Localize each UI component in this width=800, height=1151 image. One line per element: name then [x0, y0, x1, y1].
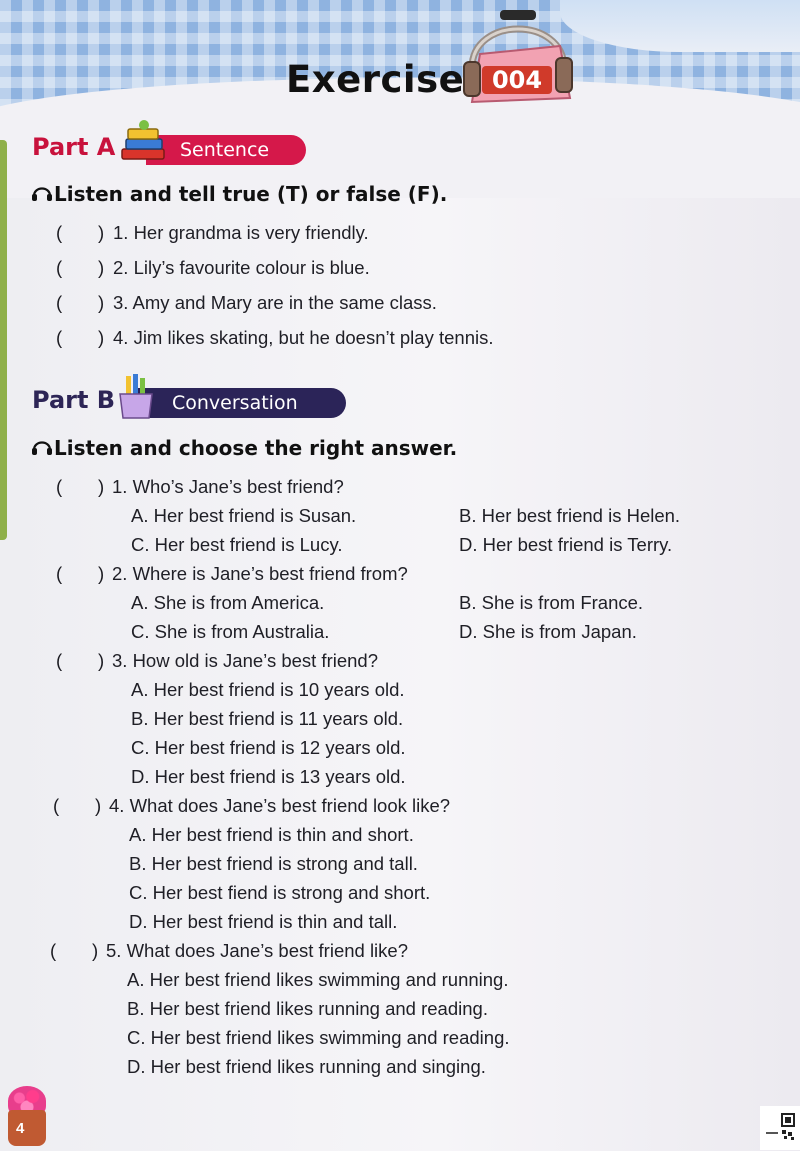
- option-d: D. Her best friend is 13 years old.: [131, 766, 406, 787]
- answer-blank-close: ): [98, 563, 105, 584]
- question-text: 3. How old is Jane’s best friend?: [112, 650, 379, 671]
- answer-blank-open: (: [56, 327, 63, 348]
- option-c: C. Her best friend is Lucy.: [131, 534, 343, 555]
- answer-blank-close: ): [98, 222, 105, 243]
- option-a: A. She is from America.: [131, 592, 325, 613]
- option-d: D. Her best friend is Terry.: [459, 534, 673, 555]
- part-a-letter: Part A: [32, 133, 116, 161]
- part-a-instruction-text: Listen and tell true (T) or false (F).: [54, 182, 448, 206]
- part-a-instruction: [30, 180, 447, 206]
- option-d: D. Her best friend is thin and tall.: [129, 911, 398, 932]
- answer-blank-open: (: [56, 476, 63, 497]
- option-c: C. She is from Australia.: [131, 621, 330, 642]
- question-text: 5. What does Jane’s best friend like?: [106, 940, 408, 961]
- pencil-cup-icon: [116, 374, 158, 420]
- option-a: A. Her best friend is thin and short.: [129, 824, 414, 845]
- statement-text: 1. Her grandma is very friendly.: [113, 222, 369, 243]
- page-number-box: [8, 1110, 46, 1146]
- option-b: B. Her best friend likes running and reading.: [127, 998, 488, 1019]
- statement-text: 2. Lily’s favourite colour is blue.: [113, 257, 370, 278]
- option-b: B. Her best friend is Helen.: [459, 505, 681, 526]
- statement-text: 4. Jim likes skating, but he doesn’t play tennis.: [113, 327, 494, 348]
- question-text: 2. Where is Jane’s best friend from?: [112, 563, 408, 584]
- question-text: 1. Who’s Jane’s best friend?: [112, 476, 344, 497]
- answer-blank-close: ): [98, 292, 105, 313]
- page-title: Exercise: [286, 58, 465, 101]
- answer-blank-open: (: [56, 563, 63, 584]
- answer-blank-open: (: [56, 222, 63, 243]
- answer-blank-open: (: [56, 292, 63, 313]
- answer-blank-open: (: [50, 940, 57, 961]
- part-b-instruction-text: Listen and choose the right answer.: [54, 436, 458, 460]
- answer-blank-open: (: [56, 650, 63, 671]
- headphones-icon: [30, 434, 54, 458]
- part-b-header: [32, 386, 332, 420]
- option-d: D. Her best friend likes running and singing.: [127, 1056, 486, 1077]
- question-text: 4. What does Jane’s best friend look like?: [109, 795, 451, 816]
- part-a-label: Sentence: [146, 135, 306, 165]
- statement-text: 3. Amy and Mary are in the same class.: [113, 292, 437, 313]
- option-c: C. Her best fiend is strong and short.: [129, 882, 431, 903]
- answer-blank-open: (: [53, 795, 60, 816]
- answer-blank-close: ): [98, 650, 105, 671]
- part-b-letter: Part B: [32, 386, 116, 414]
- option-a: A. Her best friend is Susan.: [131, 505, 357, 526]
- answer-blank-close: ): [98, 476, 105, 497]
- option-a: A. Her best friend is 10 years old.: [131, 679, 405, 700]
- option-c: C. Her best friend is 12 years old.: [131, 737, 406, 758]
- option-d: D. She is from Japan.: [459, 621, 637, 642]
- books-icon: [118, 119, 168, 165]
- qr-code-icon: [760, 1106, 800, 1150]
- option-b: B. Her best friend is 11 years old.: [131, 708, 404, 729]
- page-number: 4: [16, 1120, 25, 1137]
- headphones-badge-icon: [458, 6, 578, 106]
- headphones-icon: [30, 180, 54, 204]
- badge-number: 004: [491, 66, 543, 94]
- answer-blank-close: ): [92, 940, 99, 961]
- option-b: B. Her best friend is strong and tall.: [129, 853, 418, 874]
- left-edge-strip: [0, 140, 7, 540]
- answer-blank-close: ): [95, 795, 102, 816]
- answer-blank-close: ): [98, 327, 105, 348]
- answer-blank-close: ): [98, 257, 105, 278]
- option-c: C. Her best friend likes swimming and reading.: [127, 1027, 510, 1048]
- part-b-instruction: [30, 434, 457, 460]
- answer-blank-open: (: [56, 257, 63, 278]
- part-b-label: Conversation: [138, 388, 346, 418]
- part-a-header: [32, 133, 292, 167]
- option-b: B. She is from France.: [459, 592, 644, 613]
- option-a: A. Her best friend likes swimming and running.: [127, 969, 509, 990]
